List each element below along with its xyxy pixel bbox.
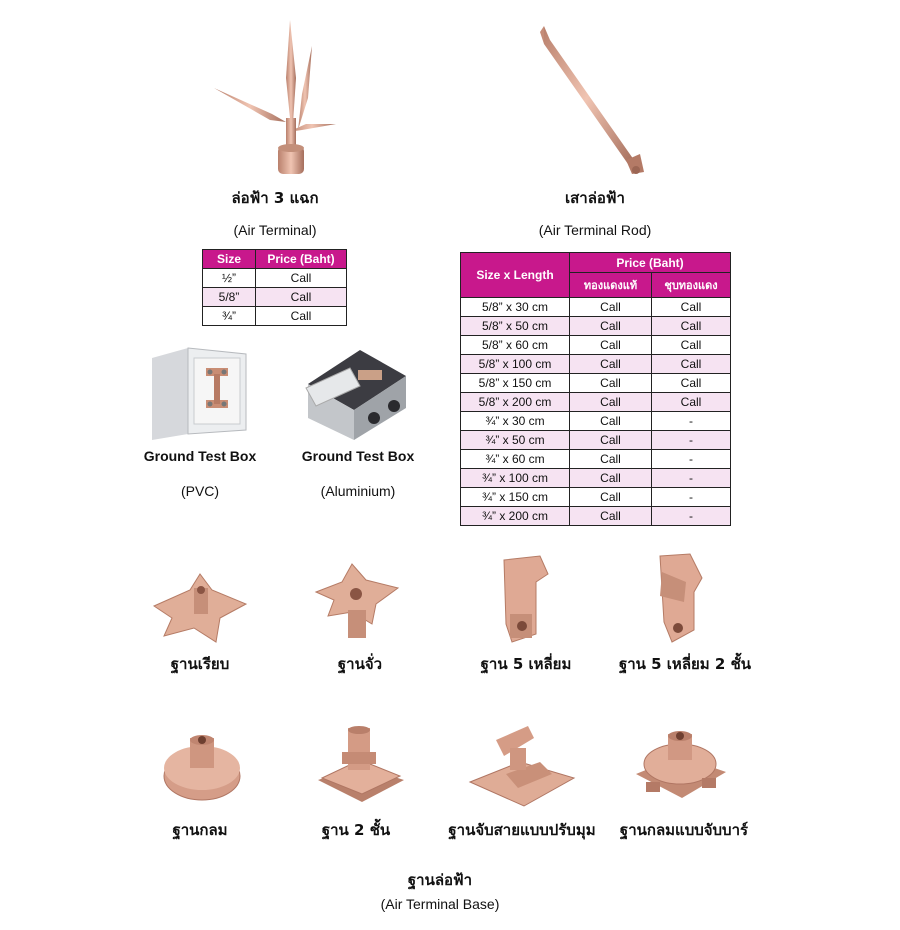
air-terminal-rod-price-table [460,252,731,526]
ground-test-box-pvc-subtitle: (PVC) [180,483,220,499]
table-row [461,355,731,374]
air-terminal-image [212,18,342,178]
base-pentagon-image [496,554,556,646]
price-cell: Call [652,355,731,374]
price-cell: - [652,469,731,488]
price-cell: Call [570,393,652,412]
price-cell: Call [652,374,731,393]
price-cell: - [652,507,731,526]
size-cell: ¾” x 200 cm [461,507,570,526]
size-cell: ¾” x 30 cm [461,412,570,431]
table-row [461,431,731,450]
air-terminal-rod-title: เสาล่อฟ้า [565,189,625,207]
price-cell: Call [570,488,652,507]
table-row [461,374,731,393]
price-cell: Call [570,355,652,374]
table-row [461,393,731,412]
price-cell: - [652,488,731,507]
size-cell: 5/8” x 60 cm [461,336,570,355]
ground-test-box-pvc-title: Ground Test Box [143,448,257,464]
base-round-label: ฐานกลม [172,821,228,839]
ground-test-box-pvc-image [148,346,248,441]
size-cell: 5/8” [203,288,256,307]
table-row [461,336,731,355]
price-cell: Call [570,298,652,317]
price-cell: Call [652,393,731,412]
base-double-label: ฐาน 2 ชั้น [321,821,391,839]
price-cell: Call [570,374,652,393]
base-pentagon-double-image [650,552,712,646]
price-cell: Call [652,336,731,355]
size-length-header: Size x Length [461,253,570,298]
base-flat-image [150,570,250,650]
base-flat-label: ฐานเรียบ [170,655,230,673]
table-row [461,412,731,431]
base-gable-image [312,560,402,650]
air-terminal-subtitle: (Air Terminal) [233,222,317,238]
table-row [461,507,731,526]
price-cell: Call [570,450,652,469]
price-cell: Call [570,317,652,336]
price-header: Price (Baht) [570,253,731,273]
size-header: Size [203,250,256,269]
copper-plated-header: ชุบทองแดง [652,273,731,298]
base-gable-label: ฐานจั่ว [337,655,383,673]
air-terminal-rod-subtitle: (Air Terminal Rod) [538,222,652,238]
air-terminal-base-subtitle: (Air Terminal Base) [380,896,500,912]
size-cell: ¾” x 150 cm [461,488,570,507]
ground-test-box-aluminium-title: Ground Test Box [301,448,415,464]
price-cell: Call [570,431,652,450]
air-terminal-title: ล่อฟ้า 3 แฉก [231,189,319,207]
table-row [461,450,731,469]
price-header: Price (Baht) [256,250,347,269]
price-cell: - [652,450,731,469]
base-adjustable-clamp-image [466,722,578,812]
size-cell: 5/8” x 50 cm [461,317,570,336]
price-cell: Call [652,317,731,336]
ground-test-box-aluminium-image [302,348,412,443]
table-row [203,307,347,326]
price-cell: Call [570,336,652,355]
air-terminal-rod-image [536,22,656,182]
table-row [203,288,347,307]
price-cell: Call [570,412,652,431]
price-cell: Call [256,288,347,307]
base-round-bar-clamp-image [630,726,730,808]
price-cell: Call [570,469,652,488]
table-row [461,317,731,336]
price-cell: - [652,431,731,450]
base-pentagon-label: ฐาน 5 เหลี่ยม [480,655,572,673]
base-adjustable-clamp-label: ฐานจับสายแบบปรับมุม [448,821,596,839]
ground-test-box-aluminium-subtitle: (Aluminium) [320,483,396,499]
price-cell: Call [256,269,347,288]
size-cell: 5/8” x 30 cm [461,298,570,317]
size-cell: ½” [203,269,256,288]
price-cell: Call [570,507,652,526]
air-terminal-price-table [202,249,347,326]
base-pentagon-double-label: ฐาน 5 เหลี่ยม 2 ชั้น [618,655,752,673]
table-row [461,469,731,488]
air-terminal-base-title: ฐานล่อฟ้า [407,871,473,889]
table-row [203,269,347,288]
size-cell: ¾” x 100 cm [461,469,570,488]
base-round-image [160,728,244,808]
base-round-bar-clamp-label: ฐานกลมแบบจับบาร์ [619,821,749,839]
size-cell: 5/8” x 200 cm [461,393,570,412]
table-row [461,488,731,507]
size-cell: ¾” x 50 cm [461,431,570,450]
size-cell: ¾” x 60 cm [461,450,570,469]
table-row [461,298,731,317]
size-cell: ¾” [203,307,256,326]
price-cell: Call [256,307,347,326]
price-cell: Call [652,298,731,317]
base-double-image [312,722,408,806]
copper-header: ทองแดงแท้ [570,273,652,298]
size-cell: 5/8” x 100 cm [461,355,570,374]
size-cell: 5/8” x 150 cm [461,374,570,393]
price-cell: - [652,412,731,431]
